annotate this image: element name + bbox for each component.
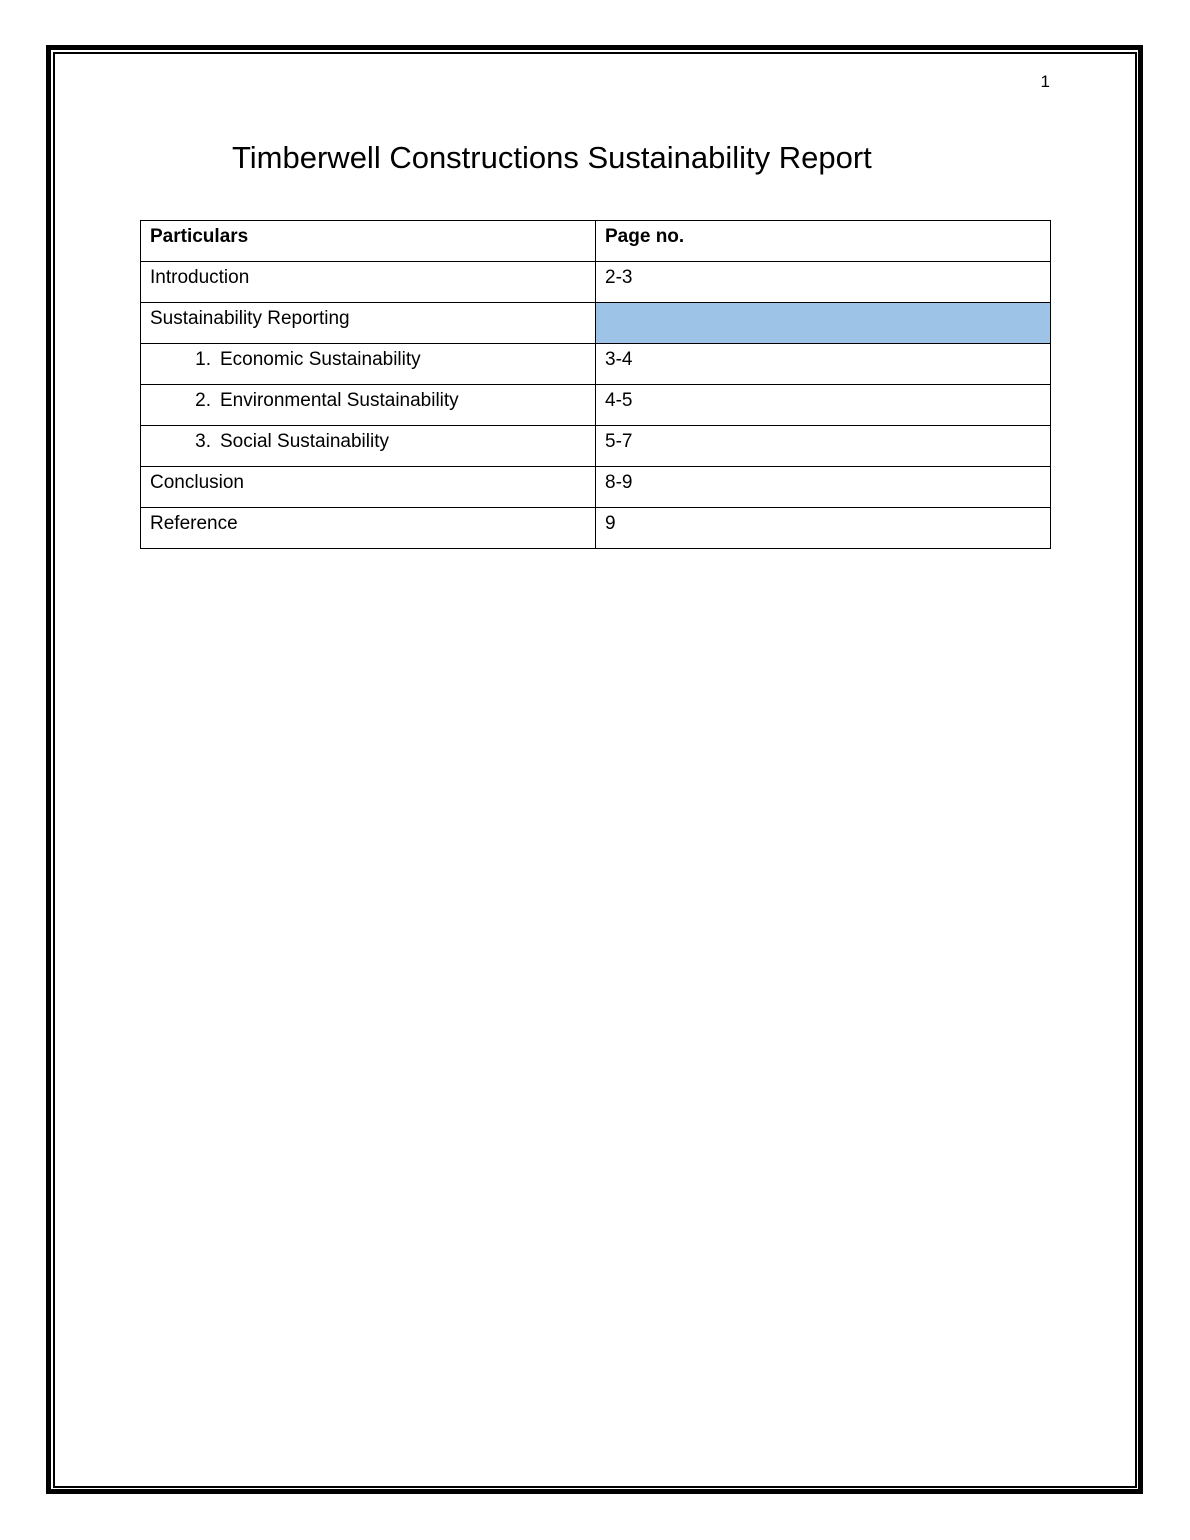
row-label-numbered: [141, 385, 596, 426]
row-pages: 9: [596, 508, 1051, 549]
table-row: [141, 344, 1051, 385]
row-label-numbered: [141, 344, 596, 385]
header-particulars: Particulars: [141, 221, 596, 262]
row-label: Environmental Sustainability: [220, 390, 459, 411]
row-pages: 5-7: [596, 426, 1051, 467]
table-row: [141, 467, 1051, 508]
row-pages: 2-3: [596, 262, 1051, 303]
table-of-contents: [140, 220, 1051, 549]
row-label: Reference: [141, 508, 596, 549]
row-pages: 8-9: [596, 467, 1051, 508]
table-row: [141, 385, 1051, 426]
list-number: 3.: [195, 431, 211, 452]
table-row: [141, 508, 1051, 549]
row-pages: 3-4: [596, 344, 1051, 385]
list-number: 2.: [195, 390, 211, 411]
row-pages-shaded-cell: [596, 303, 1051, 344]
row-label: Sustainability Reporting: [141, 303, 596, 344]
row-label-numbered: [141, 426, 596, 467]
list-number: 1.: [195, 349, 211, 370]
table-header-row: [141, 221, 1051, 262]
row-label: Conclusion: [141, 467, 596, 508]
row-label: Economic Sustainability: [220, 349, 421, 370]
row-pages: 4-5: [596, 385, 1051, 426]
page-title: Timberwell Constructions Sustainability Report: [232, 140, 872, 175]
table-row: [141, 303, 1051, 344]
table-row: [141, 426, 1051, 467]
row-label: Social Sustainability: [220, 431, 389, 452]
header-page-no: Page no.: [596, 221, 1051, 262]
row-label: Introduction: [141, 262, 596, 303]
table-row: [141, 262, 1051, 303]
page-number: 1: [1040, 72, 1050, 91]
